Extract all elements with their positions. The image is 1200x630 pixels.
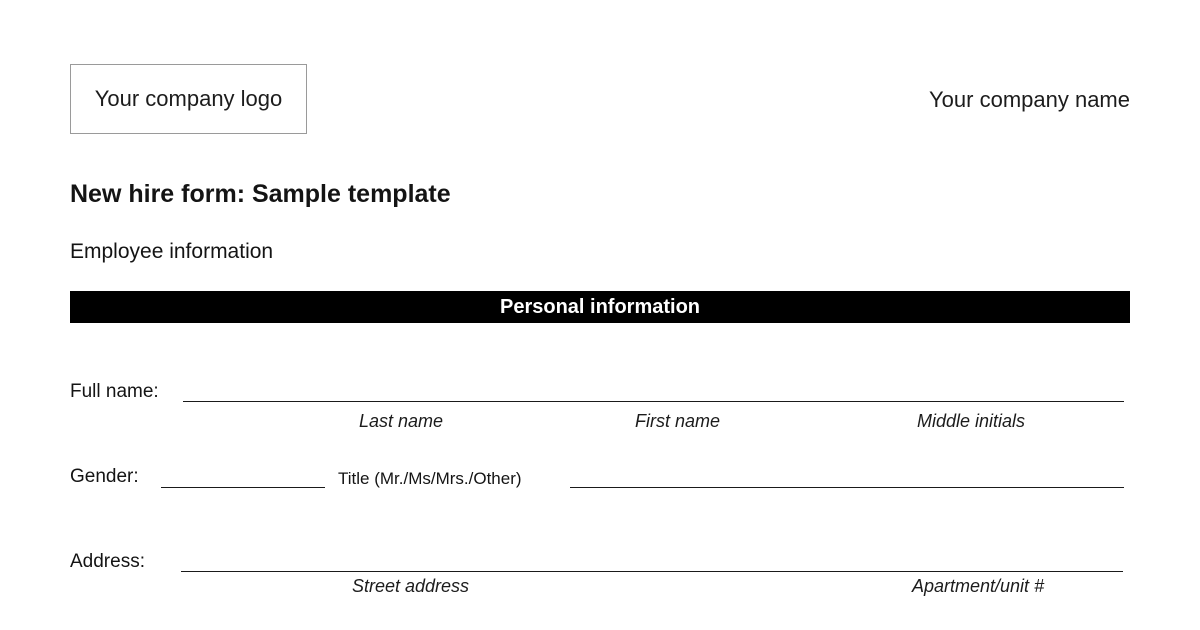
title-field[interactable] (570, 487, 1124, 488)
street-address-hint: Street address (352, 576, 470, 596)
middle-initials-hint: Middle initials (917, 411, 1026, 431)
address-field[interactable] (181, 571, 1123, 572)
gender-field[interactable] (161, 487, 325, 488)
banner-label: Personal information (499, 295, 701, 318)
company-logo-placeholder (70, 64, 307, 134)
gender-label: Gender: (70, 466, 139, 487)
logo-placeholder-text: Your company logo (94, 86, 283, 111)
apartment-unit-hint: Apartment/unit # (912, 576, 1045, 596)
company-name: Your company name (929, 87, 1130, 112)
last-name-hint: Last name (359, 411, 444, 431)
title-label: Title (Mr./Ms/Mrs./Other) (338, 469, 522, 488)
page-title: New hire form: Sample template (70, 180, 451, 208)
full-name-label: Full name: (70, 381, 159, 402)
first-name-hint: First name (635, 411, 721, 431)
full-name-field[interactable] (183, 401, 1124, 402)
address-label: Address: (70, 551, 145, 572)
section-heading: Employee information (70, 240, 274, 263)
personal-information-banner (70, 291, 1130, 323)
